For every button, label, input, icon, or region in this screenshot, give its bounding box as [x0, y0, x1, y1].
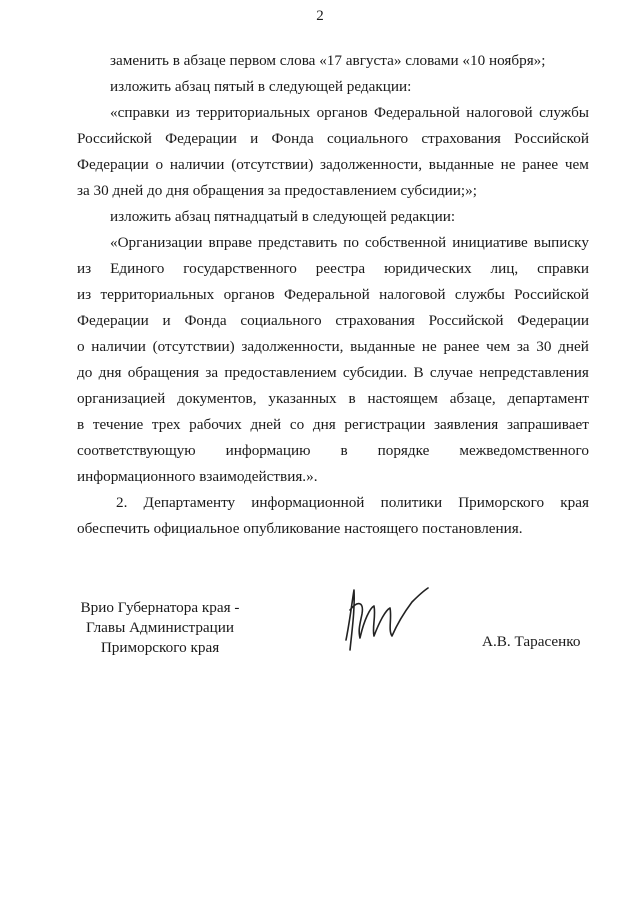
- word: Федерации: [77, 156, 149, 173]
- justified-line: [77, 363, 589, 383]
- word: по: [343, 234, 359, 251]
- handwritten-signature: [336, 580, 446, 656]
- word: дней: [558, 338, 589, 355]
- word: чем: [486, 338, 511, 355]
- word: 2.: [116, 494, 128, 511]
- word: службы: [454, 286, 505, 303]
- word: задолженности,: [320, 156, 423, 173]
- word: «справки: [110, 104, 170, 121]
- justified-line: [77, 415, 589, 435]
- word: налоговой: [379, 286, 446, 303]
- word: регистрации: [344, 416, 426, 433]
- signatory-title: [60, 598, 260, 658]
- word: о: [77, 338, 85, 355]
- word: органов: [316, 104, 368, 121]
- text-line: обеспечить официальное опубликование настоящего постановления.: [77, 520, 523, 537]
- word: лиц,: [490, 260, 519, 277]
- word: обращения: [127, 364, 200, 381]
- word: Федерации: [165, 130, 237, 147]
- word: инициативе: [452, 234, 528, 251]
- word: информацию: [225, 442, 311, 459]
- word: организацией: [77, 390, 166, 407]
- word: рабочих: [189, 416, 242, 433]
- word: Приморского: [458, 494, 545, 511]
- page-number: 2: [316, 8, 324, 24]
- word: края: [560, 494, 589, 511]
- word: соответствующую: [77, 442, 196, 459]
- word: задолженности,: [241, 338, 344, 355]
- word: о: [155, 156, 164, 173]
- word: территориальных: [100, 286, 215, 303]
- word: за: [205, 364, 219, 381]
- word: из: [175, 104, 191, 121]
- word: Федеральной: [283, 286, 370, 303]
- word: В: [413, 364, 424, 381]
- word: органов: [223, 286, 275, 303]
- word: (отсутствии): [231, 156, 314, 173]
- word: за: [516, 338, 530, 355]
- word: 30: [536, 338, 552, 355]
- word: юридических: [384, 260, 472, 277]
- justified-line: [77, 259, 589, 279]
- word: и: [162, 312, 171, 329]
- word: налоговой: [466, 104, 533, 121]
- justified-line: [77, 389, 589, 409]
- word: собственной: [364, 234, 447, 251]
- word: дня: [312, 416, 336, 433]
- word: и: [250, 130, 259, 147]
- justified-line: [77, 441, 589, 461]
- word: представить: [258, 234, 338, 251]
- justified-line: [77, 155, 589, 175]
- word: заявления: [434, 416, 499, 433]
- text-line: за 30 дней до дня обращения за предоставлением субсидии;»;: [77, 182, 477, 199]
- word: абзаце,: [449, 390, 496, 407]
- word: социального: [327, 130, 409, 147]
- word: вправе: [208, 234, 252, 251]
- word: социального: [240, 312, 322, 329]
- word: в: [340, 442, 348, 459]
- word: Российской: [77, 130, 152, 147]
- signatory-name: А.В. Тарасенко: [482, 633, 581, 650]
- word: наличии: [91, 338, 146, 355]
- word: Федеральной: [374, 104, 460, 121]
- text-line: изложить абзац пятнадцатый в следующей редакции:: [110, 208, 456, 225]
- word: выписку: [533, 234, 589, 251]
- word: выданные: [350, 338, 416, 355]
- word: запрашивает: [506, 416, 589, 433]
- word: Фонда: [271, 130, 314, 147]
- word: со: [289, 416, 305, 433]
- word: в: [348, 390, 356, 407]
- word: (отсутствии): [152, 338, 235, 355]
- word: Фонда: [184, 312, 227, 329]
- word: дней: [250, 416, 282, 433]
- word: субсидии.: [342, 364, 408, 381]
- justified-line: [77, 337, 589, 357]
- word: течение: [92, 416, 144, 433]
- justified-line: [77, 129, 589, 149]
- word: Российской: [514, 130, 589, 147]
- word: Российской: [514, 286, 589, 303]
- word: дня: [98, 364, 122, 381]
- word: государственного: [183, 260, 297, 277]
- word: Российской: [428, 312, 504, 329]
- signatory-title-line: Приморского края: [100, 639, 220, 656]
- word: территориальных: [196, 104, 311, 121]
- word: политики: [380, 494, 443, 511]
- word: наличии: [169, 156, 225, 173]
- word: информационной: [251, 494, 365, 511]
- word: страхования: [335, 312, 415, 329]
- text-line: заменить в абзаце первом слова «17 августа» словами «10 ноября»;: [110, 52, 546, 69]
- word: справки: [537, 260, 589, 277]
- text-line: информационного взаимодействия.».: [77, 468, 318, 485]
- word: не: [421, 338, 437, 355]
- word: «Организации: [110, 234, 203, 251]
- word: реестра: [315, 260, 366, 277]
- word: из: [77, 260, 92, 277]
- word: Единого: [110, 260, 165, 277]
- word: предоставлением: [224, 364, 337, 381]
- word: до: [77, 364, 93, 381]
- text-line: изложить абзац пятый в следующей редакции:: [110, 78, 412, 95]
- word: департамент: [507, 390, 589, 407]
- word: случае: [429, 364, 473, 381]
- word: документов,: [177, 390, 257, 407]
- word: порядке: [377, 442, 430, 459]
- word: ранее: [522, 156, 559, 173]
- word: указанных: [268, 390, 337, 407]
- word: ранее: [443, 338, 480, 355]
- justified-line: [77, 285, 589, 305]
- word: Федерации: [77, 312, 149, 329]
- word: непредставления: [479, 364, 589, 381]
- word: из: [77, 286, 92, 303]
- signatory-title-line: Врио Губернатора края -: [80, 599, 240, 616]
- justified-line: [110, 103, 589, 123]
- word: трех: [151, 416, 181, 433]
- justified-line: [110, 233, 589, 253]
- word: выданные: [428, 156, 494, 173]
- word: в: [77, 416, 85, 433]
- justified-line: [116, 493, 589, 513]
- word: Федерации: [517, 312, 589, 329]
- signatory-title-line: Главы Администрации: [85, 619, 235, 636]
- justified-line: [77, 311, 589, 331]
- word: межведомственного: [459, 442, 589, 459]
- word: чем: [564, 156, 589, 173]
- word: не: [500, 156, 516, 173]
- word: Департаменту: [143, 494, 236, 511]
- word: настоящем: [367, 390, 438, 407]
- word: службы: [539, 104, 589, 121]
- word: страхования: [421, 130, 501, 147]
